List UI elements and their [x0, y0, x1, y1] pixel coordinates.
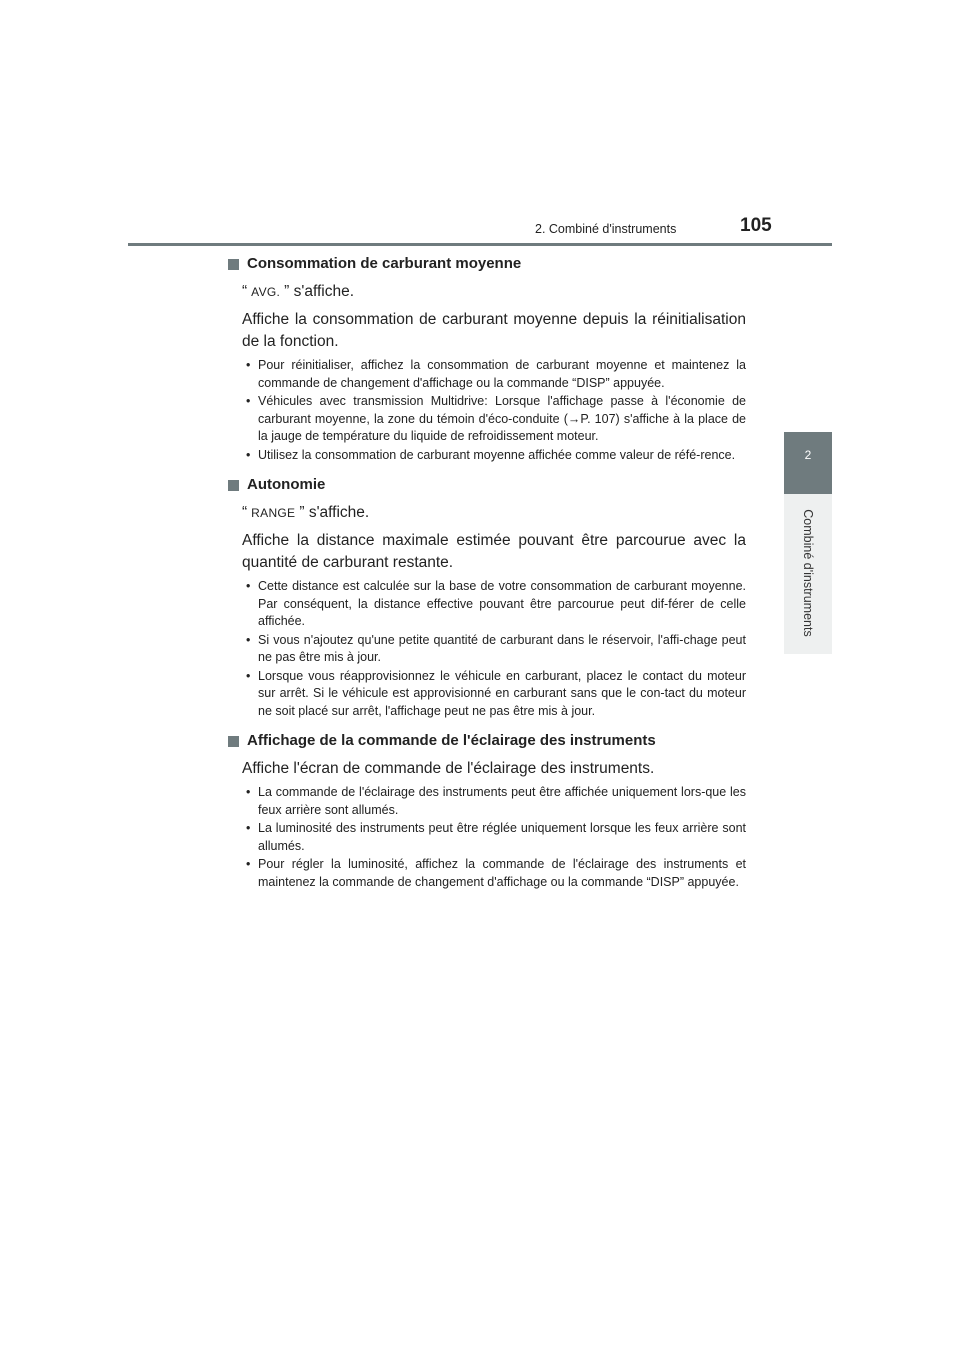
notes-list	[242, 578, 746, 720]
display-code-range: RANGE	[251, 506, 296, 520]
section-average-fuel-consumption	[224, 253, 746, 464]
square-bullet-icon	[228, 736, 239, 747]
note-item: • Lorsque vous réapprovisionnez le véhicule en carburant, placez le contact du moteur sur arrêt. Si le véhicule est approvisionné en carburant sans que le con-tact du moteur ne soit placé sur arrêt, l'affichage peut ne pas être mis à jour.	[242, 668, 746, 721]
open-quote: “	[242, 504, 248, 521]
section-heading-text: Affichage de la commande de l'éclairage des instruments	[247, 732, 656, 749]
side-tab-number-block	[784, 432, 832, 494]
side-tab-label: Combiné d'instruments	[801, 509, 815, 637]
section-heading	[228, 253, 746, 275]
chapter-title: 2. Combiné d'instruments	[535, 222, 677, 236]
display-indicator-line	[242, 502, 746, 524]
section-heading	[228, 474, 746, 496]
side-tab-number: 2	[804, 448, 812, 462]
section-description: Affiche l'écran de commande de l'éclairage des instruments.	[242, 760, 655, 777]
section-instrument-lighting	[224, 730, 746, 891]
display-suffix: ” s'affiche.	[284, 283, 355, 300]
section-heading	[228, 730, 746, 752]
note-item: • Pour réinitialiser, affichez la consommation de carburant moyenne et maintenez la commande de changement d'affichage ou la commande “DISP” appuyée.	[242, 357, 746, 392]
square-bullet-icon	[228, 259, 239, 270]
section-heading-text: Autonomie	[247, 476, 326, 493]
note-item: • La luminosité des instruments peut être réglée uniquement lorsque les feux arrière sont allumés.	[242, 820, 746, 855]
section-range	[224, 474, 746, 720]
note-item: • Pour régler la luminosité, affichez la commande de l'éclairage des instruments et maintenez la commande de changement d'affichage ou la commande “DISP” appuyée.	[242, 856, 746, 891]
note-item: • Véhicules avec transmission Multidrive: Lorsque l'affichage passe à l'économie de carburant moyenne, la zone du témoin d'éco-conduite (→P. 107) s'affiche à la place de la jauge de température du liquide de refroidissement moteur.	[242, 393, 746, 446]
note-item: • La commande de l'éclairage des instruments peut être affichée uniquement lors-que les feux arrière sont allumés.	[242, 784, 746, 819]
notes-list	[242, 357, 746, 464]
display-code-avg: AVG.	[251, 285, 281, 299]
section-description: Affiche la consommation de carburant moyenne depuis la réinitialisation de la fonction.	[242, 311, 746, 350]
page-number: 105	[740, 215, 772, 236]
note-item: • Si vous n'ajoutez qu'une petite quantité de carburant dans le réservoir, l'affi-chage peut ne pas être mis à jour.	[242, 632, 746, 667]
note-item: • Cette distance est calculée sur la base de votre consommation de carburant moyenne. Par conséquent, la distance effective pouvant être parcourue peut dif-férer de celle affichée.	[242, 578, 746, 631]
note-item: • Utilisez la consommation de carburant moyenne affichée comme valeur de réfé-rence.	[242, 447, 746, 465]
display-indicator-line	[242, 281, 746, 303]
open-quote: “	[242, 283, 248, 300]
notes-list	[242, 784, 746, 891]
section-heading-text: Consommation de carburant moyenne	[247, 255, 522, 272]
section-description: Affiche la distance maximale estimée pouvant être parcourue avec la quantité de carburant restante.	[242, 532, 746, 571]
square-bullet-icon	[228, 480, 239, 491]
header-divider	[128, 243, 832, 246]
main-content	[224, 253, 746, 901]
display-suffix: ” s'affiche.	[299, 504, 370, 521]
